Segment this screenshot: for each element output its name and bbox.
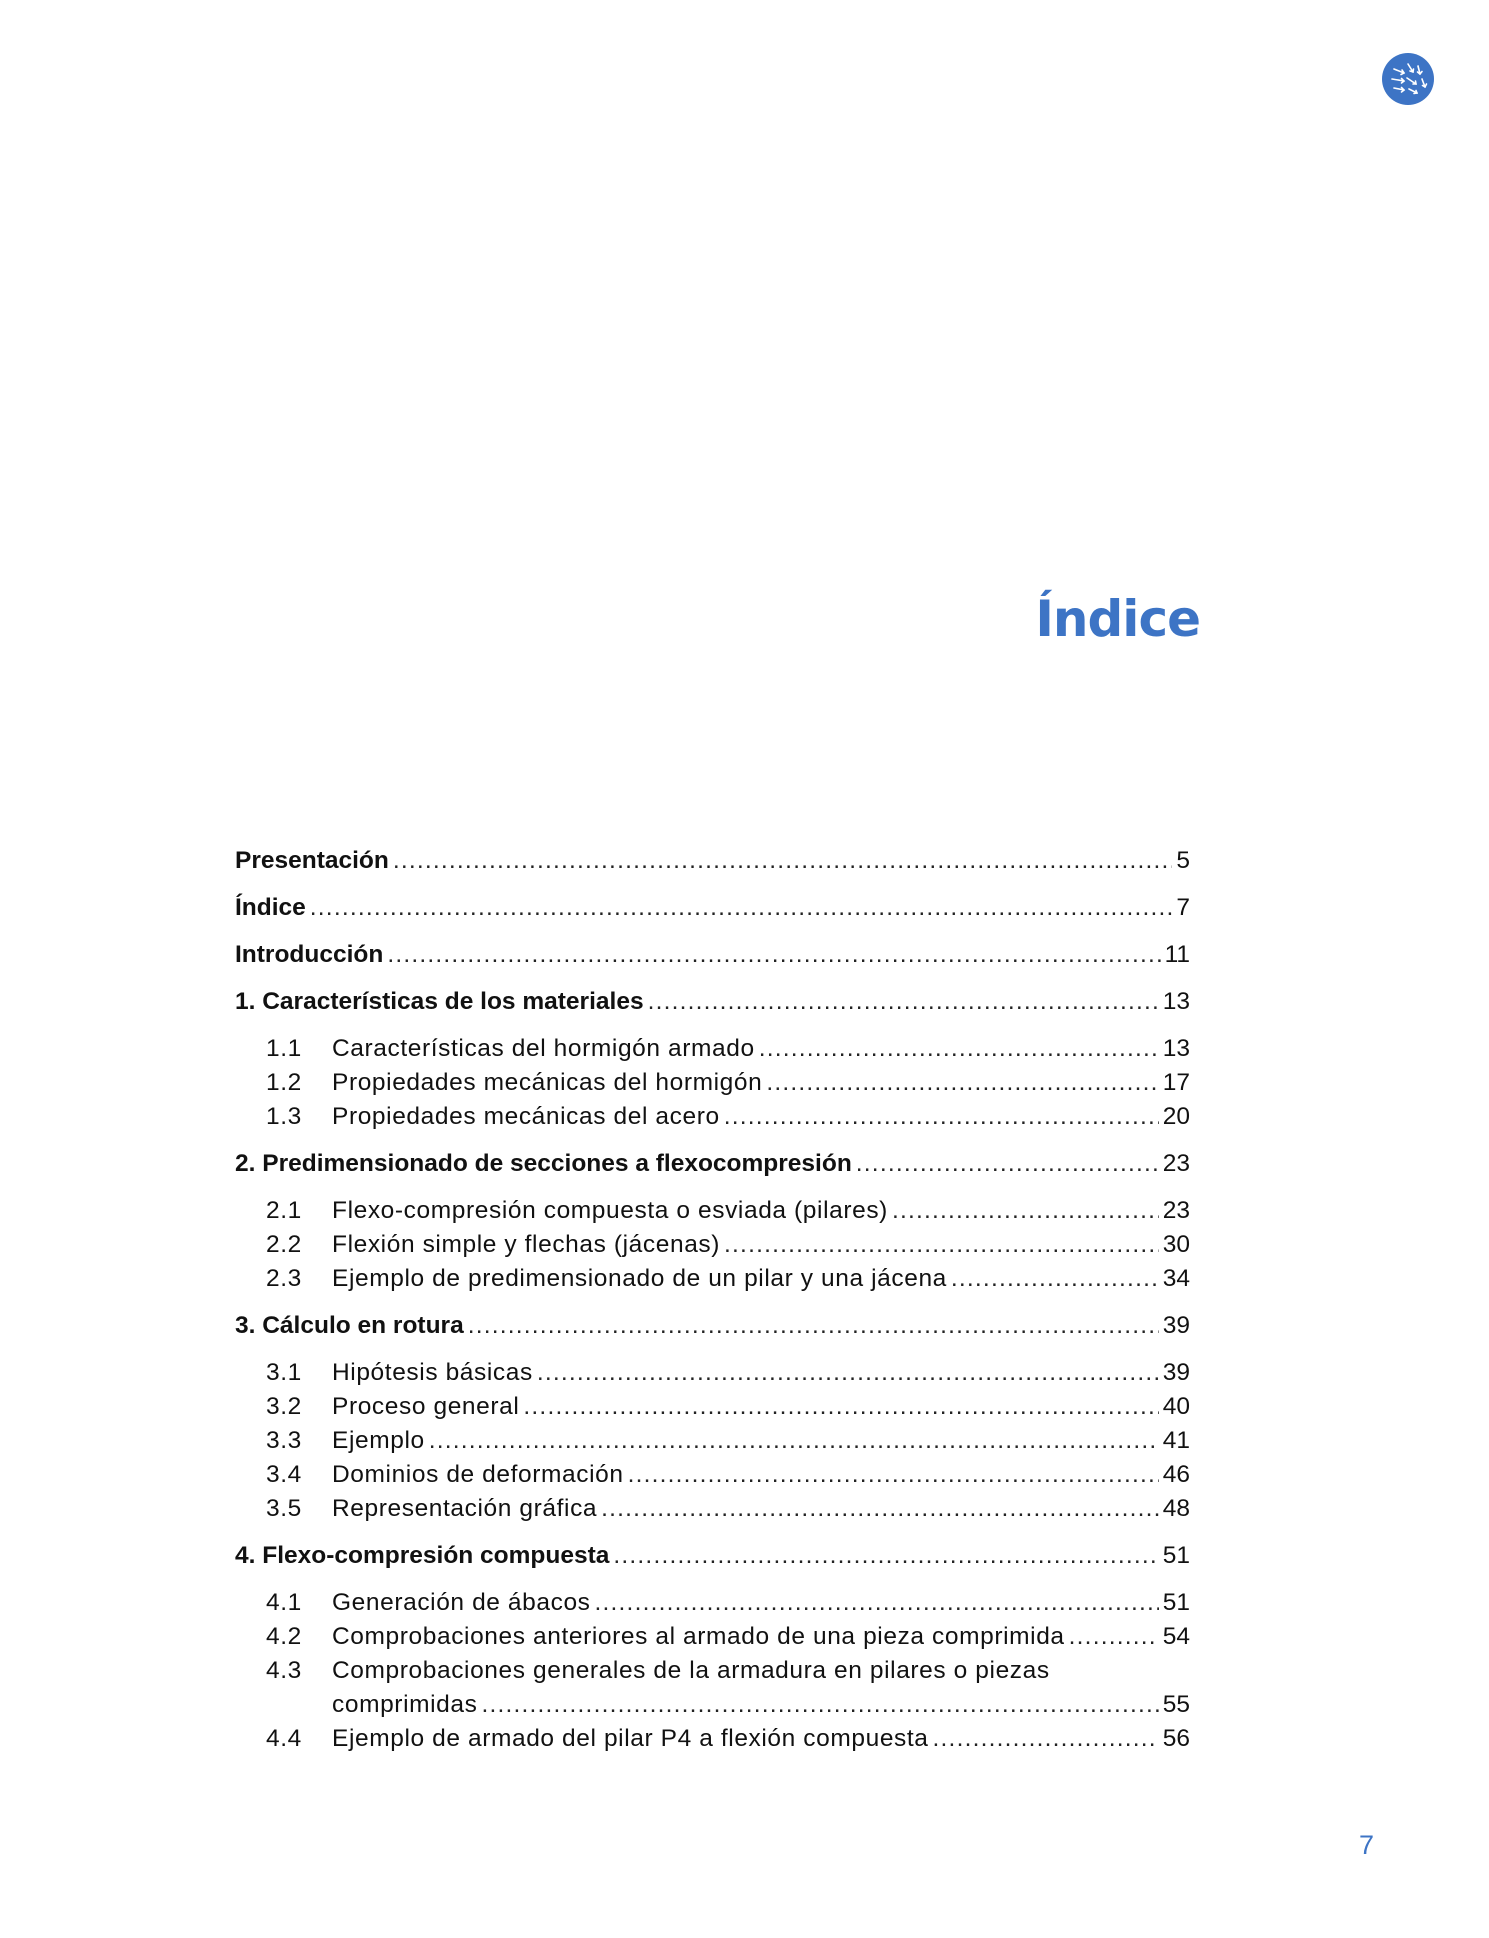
toc-entry-text: Ejemplo de armado del pilar P4 a flexión compuesta [332, 1725, 929, 1752]
toc-page-number: 39 [1162, 1312, 1190, 1339]
toc-chapter-1[interactable] [235, 985, 1190, 1019]
toc-section-number: 4.3 [266, 1657, 302, 1684]
toc-page-number: 5 [1176, 847, 1190, 874]
dot-leader [393, 844, 1172, 878]
toc-page-number: 56 [1162, 1725, 1190, 1752]
toc-entry-text: Índice [235, 894, 306, 921]
toc-entry-text: Generación de ábacos [332, 1589, 591, 1616]
toc-page-number: 40 [1162, 1393, 1190, 1420]
toc-section-3-2[interactable] [235, 1390, 1190, 1424]
toc-entry-text: Ejemplo de predimensionado de un pilar y una jácena [332, 1265, 947, 1292]
toc-page-number: 13 [1162, 988, 1190, 1015]
dot-leader [951, 1262, 1159, 1296]
dot-leader [1069, 1620, 1159, 1654]
dot-leader [523, 1390, 1158, 1424]
toc-entry-text-continued: comprimidas [332, 1691, 478, 1718]
dot-leader [429, 1424, 1159, 1458]
toc-entry-text: Ejemplo [332, 1427, 425, 1454]
toc-page-number: 13 [1162, 1035, 1190, 1062]
toc-section-number: 3.3 [266, 1427, 302, 1454]
toc-section-2-3[interactable] [235, 1262, 1190, 1296]
toc-section-1-2[interactable] [235, 1066, 1190, 1100]
toc-section-number: 1.3 [266, 1103, 302, 1130]
toc-page-number: 46 [1162, 1461, 1190, 1488]
toc-entry-text: Hipótesis básicas [332, 1359, 533, 1386]
toc-chapter-3[interactable] [235, 1309, 1190, 1343]
toc-entry-presentacion[interactable] [235, 844, 1190, 878]
dot-leader [537, 1356, 1159, 1390]
dot-leader [310, 891, 1173, 925]
toc-entry-text: 1. Características de los materiales [235, 988, 644, 1015]
toc-section-number: 2.2 [266, 1231, 302, 1258]
dot-leader [724, 1228, 1159, 1262]
toc-page-number: 51 [1162, 1542, 1190, 1569]
toc-entry-text: Propiedades mecánicas del hormigón [332, 1069, 763, 1096]
toc-section-4-1[interactable] [235, 1586, 1190, 1620]
toc-entry-introduccion[interactable] [235, 938, 1190, 972]
dot-leader [613, 1539, 1158, 1573]
page-title: Índice [1035, 590, 1200, 648]
toc-section-2-1[interactable] [235, 1194, 1190, 1228]
toc-entry-text: Propiedades mecánicas del acero [332, 1103, 720, 1130]
toc-page-number: 41 [1162, 1427, 1190, 1454]
toc-page-number: 54 [1162, 1623, 1190, 1650]
toc-entry-text: 3. Cálculo en rotura [235, 1312, 464, 1339]
toc-entry-text: Representación gráfica [332, 1495, 598, 1522]
toc-section-number: 3.1 [266, 1359, 302, 1386]
dot-leader [468, 1309, 1159, 1343]
dot-leader [601, 1492, 1159, 1526]
toc-page-number: 20 [1162, 1103, 1190, 1130]
toc-section-1-3[interactable] [235, 1100, 1190, 1134]
toc-section-number: 3.5 [266, 1495, 302, 1522]
toc-entry-text: Presentación [235, 847, 389, 874]
toc-section-number: 3.4 [266, 1461, 302, 1488]
toc-section-4-2[interactable] [235, 1620, 1190, 1654]
toc-entry-indice[interactable] [235, 891, 1190, 925]
dot-leader [892, 1194, 1159, 1228]
toc-section-3-3[interactable] [235, 1424, 1190, 1458]
toc-entry-text: Dominios de deformación [332, 1461, 624, 1488]
dot-leader [724, 1100, 1159, 1134]
toc-section-1-1[interactable] [235, 1032, 1190, 1066]
toc-chapter-4[interactable] [235, 1539, 1190, 1573]
toc-page-number: 17 [1162, 1069, 1190, 1096]
toc-section-2-2[interactable] [235, 1228, 1190, 1262]
toc-entry-text: Proceso general [332, 1393, 520, 1420]
toc-entry-text: Comprobaciones generales de la armadura en pilares o piezas [332, 1657, 1050, 1684]
toc-page-number: 34 [1162, 1265, 1190, 1292]
table-of-contents [235, 844, 1190, 1756]
toc-entry-text: 2. Predimensionado de secciones a flexocompresión [235, 1150, 852, 1177]
toc-section-number: 4.2 [266, 1623, 302, 1650]
toc-page-number: 11 [1164, 941, 1190, 968]
toc-section-4-3[interactable] [235, 1654, 1190, 1688]
toc-section-3-4[interactable] [235, 1458, 1190, 1492]
toc-entry-text: Introducción [235, 941, 384, 968]
toc-section-number: 3.2 [266, 1393, 302, 1420]
page-number: 7 [1359, 1830, 1375, 1860]
toc-section-number: 1.1 [266, 1035, 302, 1062]
dot-leader [759, 1032, 1159, 1066]
toc-section-number: 2.3 [266, 1265, 302, 1292]
toc-section-3-5[interactable] [235, 1492, 1190, 1526]
toc-section-number: 2.1 [266, 1197, 302, 1224]
toc-page-number: 23 [1162, 1197, 1190, 1224]
toc-entry-text: 4. Flexo-compresión compuesta [235, 1542, 610, 1569]
toc-page-number: 51 [1162, 1589, 1190, 1616]
toc-page-number: 48 [1162, 1495, 1190, 1522]
dot-leader [766, 1066, 1158, 1100]
toc-page-number: 23 [1162, 1150, 1190, 1177]
toc-page-number: 55 [1162, 1691, 1190, 1718]
toc-section-number: 1.2 [266, 1069, 302, 1096]
dot-leader [856, 1147, 1159, 1181]
toc-section-number: 4.1 [266, 1589, 302, 1616]
toc-chapter-2[interactable] [235, 1147, 1190, 1181]
dot-leader [628, 1458, 1159, 1492]
toc-entry-text: Flexión simple y flechas (jácenas) [332, 1231, 721, 1258]
toc-section-4-3-continued[interactable] [235, 1688, 1190, 1722]
toc-section-3-1[interactable] [235, 1356, 1190, 1390]
dot-leader [481, 1688, 1158, 1722]
dot-leader [387, 938, 1160, 972]
toc-section-4-4[interactable] [235, 1722, 1190, 1756]
toc-page-number: 39 [1162, 1359, 1190, 1386]
toc-section-number: 4.4 [266, 1725, 302, 1752]
dot-leader [595, 1586, 1159, 1620]
toc-entry-text: Comprobaciones anteriores al armado de una pieza comprimida [332, 1623, 1065, 1650]
toc-entry-text: Flexo-compresión compuesta o esviada (pilares) [332, 1197, 888, 1224]
dot-leader [933, 1722, 1159, 1756]
dot-leader [648, 985, 1159, 1019]
toc-page-number: 7 [1176, 894, 1190, 921]
toc-entry-text: Características del hormigón armado [332, 1035, 755, 1062]
arrows-circle-icon [1382, 53, 1434, 105]
toc-page-number: 30 [1162, 1231, 1190, 1258]
